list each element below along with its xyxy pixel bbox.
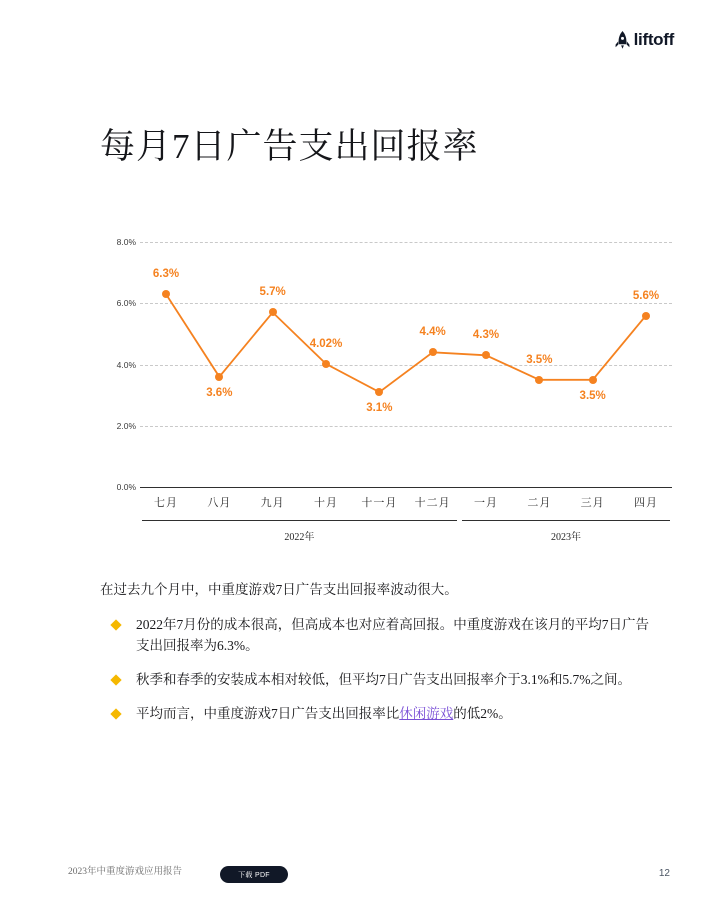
body-copy (100, 580, 660, 738)
year-group-rule (462, 520, 670, 521)
data-point (535, 376, 543, 384)
data-point-label: 3.5% (526, 353, 553, 366)
data-point-label: 4.3% (472, 329, 500, 342)
x-axis-tick-label: 三月 (580, 497, 605, 509)
year-group-rule (142, 520, 457, 521)
diamond-bullet-icon (110, 619, 121, 630)
x-axis-tick-label: 十一月 (361, 497, 398, 509)
x-axis-tick-label: 十月 (314, 497, 338, 509)
data-point (215, 373, 223, 381)
x-axis-tick-label: 一月 (474, 497, 498, 509)
data-point (429, 348, 437, 356)
x-axis-tick-label: 二月 (527, 497, 552, 509)
data-point-label: 3.6% (206, 386, 233, 399)
lead-paragraph: 在过去九个月中，中重度游戏7日广告支出回报率波动很大。 (100, 582, 458, 597)
data-point (642, 312, 650, 320)
logo-wordmark: liftoff (633, 30, 674, 49)
y-axis-tick-label: 0.0% (116, 482, 136, 492)
list-item-text: 2022年7月份的成本很高，但高成本也对应着高回报。中重度游戏在该月的平均7日广告支出回报率为6.3%。 (136, 616, 649, 653)
data-point (589, 376, 597, 384)
data-point-label: 4.02% (309, 337, 343, 350)
data-point-label: 6.3% (152, 268, 180, 281)
list-item-text: 秋季和春季的安装成本相对较低，但平均7日广告支出回报率介于3.1%和5.7%之间。 (136, 671, 631, 687)
bullet-list (100, 615, 660, 725)
x-axis-tick-label: 十二月 (414, 497, 451, 509)
list-item (100, 670, 660, 691)
download-pdf-button[interactable] (220, 866, 288, 883)
download-pdf-label: 下载 PDF (238, 871, 270, 879)
data-point (322, 360, 330, 368)
roas-line-chart (100, 232, 680, 557)
x-axis-tick-label: 八月 (207, 497, 232, 509)
page-number: 12 (658, 868, 670, 879)
data-point-label: 5.6% (632, 289, 660, 302)
x-axis-tick-label: 九月 (260, 497, 285, 509)
y-axis-tick-label: 8.0% (116, 237, 136, 247)
list-item (100, 615, 660, 657)
series-line (100, 232, 700, 532)
data-point-label: 4.4% (419, 326, 446, 339)
brand-logo (615, 30, 674, 50)
y-axis-tick-label: 6.0% (116, 298, 136, 309)
list-item-text-post: 的低2%。 (453, 705, 512, 721)
data-point (162, 290, 170, 298)
x-axis-labels (140, 494, 672, 512)
y-axis-tick-label: 2.0% (116, 420, 136, 431)
data-point-label: 3.5% (579, 389, 606, 402)
list-item (100, 704, 660, 725)
x-axis-tick-label: 七月 (154, 497, 178, 509)
year-group-label: 2022年 (284, 532, 315, 543)
page-title: 每月7日广告支出回报率 (100, 127, 479, 167)
liftoff-rocket-icon (615, 31, 630, 49)
data-point-label: 3.1% (366, 402, 393, 415)
diamond-bullet-icon (110, 674, 121, 685)
year-group-label: 2023年 (551, 532, 581, 543)
diamond-bullet-icon (110, 708, 121, 719)
data-point (269, 308, 277, 316)
list-item-text-pre: 平均而言，中重度游戏7日广告支出回报率比 (136, 705, 400, 721)
x-axis-tick-label: 四月 (634, 497, 658, 509)
data-point (482, 351, 490, 359)
data-point-label: 5.7% (259, 286, 286, 299)
y-axis-tick-label: 4.0% (116, 359, 136, 370)
casual-games-link[interactable]: 休闲游戏 (399, 705, 454, 721)
data-point (375, 388, 383, 396)
footer-report-name: 2023年中重度游戏应用报告 (68, 867, 183, 877)
